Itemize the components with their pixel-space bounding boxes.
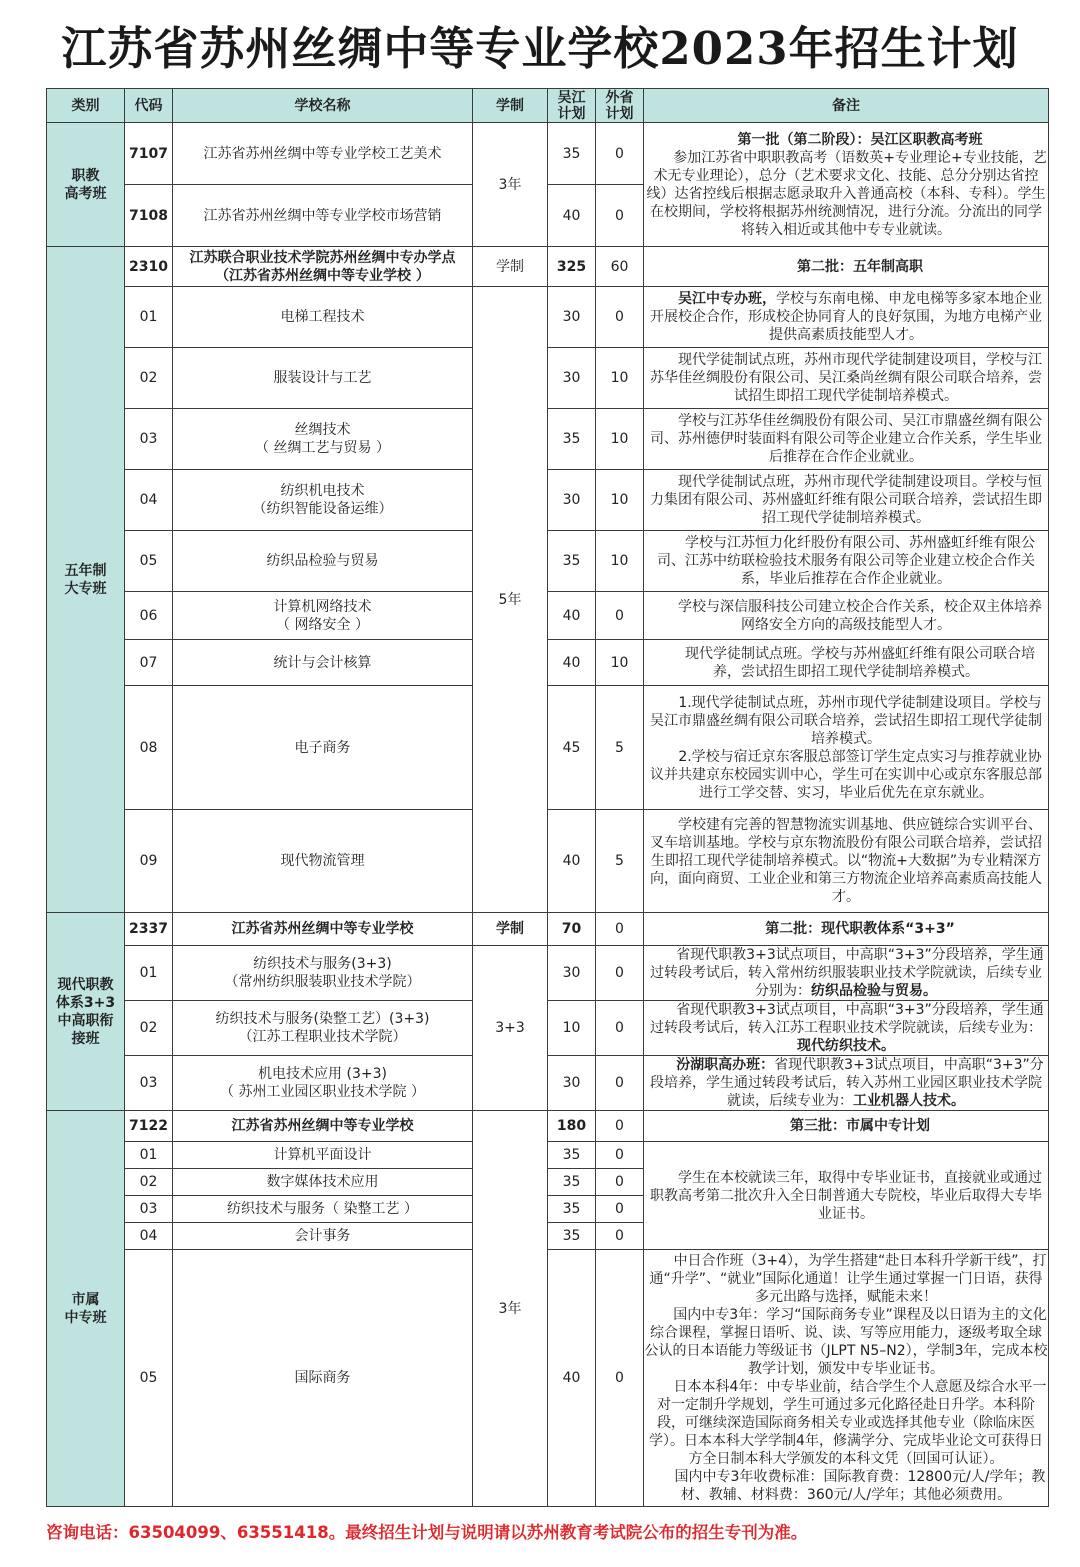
system-cell: 学制 [473,247,548,287]
code-cell: 03 [125,409,173,470]
remark-cell: 中日合作班（3+4），为学生搭建“赴日本科升学新干线”，打通“升学”、“就业”国际化通道！让学生通过掌握一门日语，获得多元出路与选择，赋能未来！ 国内中专3年：学习“国际商务专业”课程及以日语为主的文化综合课程，掌握日语听、说、读、写等应用能力，逐级考取全球公认的日本语能力等级证书（JLPT N5–N2），学制3年，完成本校教学计划，颁发中专毕业证书。 日本本科4年：中专毕业前，结合学生个人意愿及综合水平一对一定制升学规划，学生可通过多元化路径赴日升学。本科阶段，可继续深造国际商务相关专业或选择其他专业（除临床医学）。日本本科大学学制4年，修满学分、完成毕业论文可获得日方全日制本科大学颁发的本科文凭（回国可认证）。 国内中专3年收费标准：国际教育费：12800元/人/学年；教材、教辅、材料费：360元/人/学年；其他必须费用。 [644,1250,1049,1507]
header-code: 代码 [125,89,173,123]
code-cell: 04 [125,1223,173,1250]
header-wujiang: 吴江 计划 [548,89,596,123]
table-header-row [47,89,1049,123]
school-name-cell: 纺织技术与服务(3+3) （常州纺织服装职业技术学院） [173,946,473,1001]
remark-cell: 第二批：五年制高职 [644,247,1049,287]
school-name-cell: 现代物流管理 [173,810,473,913]
wujiang-plan-cell: 40 [548,810,596,913]
table-row [47,123,1049,185]
remark-cell: 学校与江苏华佳丝绸股份有限公司、吴江市鼎盛丝绸有限公司、苏州德伊时装面料有限公司等企业建立合作关系，学生毕业后推荐在合作企业就业。 [644,409,1049,470]
system-cell: 学制 [473,913,548,946]
category-cell: 五年制 大专班 [47,247,125,913]
remark-cell: 汾湖职高办班：省现代职教3+3试点项目，中高职“3+3”分段培养，学生通过转段考试后，转入苏州工业园区职业技术学院就读，后续专业为：工业机器人技术。 [644,1056,1049,1111]
code-cell: 2310 [125,247,173,287]
remark-cell: 第二批：现代职教体系“3+3” [644,913,1049,946]
remark-cell: 学校与深信服科技公司建立校企合作关系，校企双主体培养网络安全方向的高级技能型人才。 [644,592,1049,640]
system-cell: 3年 [473,1111,548,1507]
table-row [47,1142,1049,1169]
school-name-cell: 电子商务 [173,686,473,810]
school-name-cell: 江苏省苏州丝绸中等专业学校 [173,913,473,946]
page-title: 江苏省苏州丝绸中等专业学校2023年招生计划 [61,22,1019,75]
outside-plan-cell: 0 [596,913,644,946]
code-cell: 05 [125,531,173,592]
outside-plan-cell: 0 [596,1111,644,1142]
table-row [47,1056,1049,1111]
code-cell: 7122 [125,1111,173,1142]
outside-plan-cell: 10 [596,348,644,409]
remark-cell: 吴江中专办班，学校与东南电梯、申龙电梯等多家本地企业开展校企合作，形成校企协同育人的良好氛围，为地方电梯产业提供高素质技能型人才。 [644,287,1049,348]
code-cell: 01 [125,1142,173,1169]
wujiang-plan-cell: 30 [548,1056,596,1111]
wujiang-plan-cell: 40 [548,1250,596,1507]
outside-plan-cell: 0 [596,1056,644,1111]
wujiang-plan-cell: 35 [548,1196,596,1223]
category-cell: 现代职教 体系3+3 中高职衔 接班 [47,913,125,1111]
school-name-cell: 纺织技术与服务（ 染整工艺 ） [173,1196,473,1223]
table-row [47,592,1049,640]
code-cell: 03 [125,1056,173,1111]
header-system: 学制 [473,89,548,123]
wujiang-plan-cell: 30 [548,348,596,409]
remark-cell: 省现代职教3+3试点项目，中高职“3+3”分段培养，学生通过转段考试后，转入江苏工程职业技术学院就读，后续专业为：现代纺织技术。 [644,1001,1049,1056]
school-name-cell: 纺织技术与服务(染整工艺）(3+3) （江苏工程职业技术学院） [173,1001,473,1056]
table-row [47,1001,1049,1056]
remark-cell: 学校与江苏恒力化纤股份有限公司、苏州盛虹纤维有限公司、江苏中纺联检验技术服务有限公司等企业建立校企合作关系，毕业后推荐在合作企业就业。 [644,531,1049,592]
table-row [47,913,1049,946]
school-name-cell: 江苏省苏州丝绸中等专业学校 [173,1111,473,1142]
code-cell: 05 [125,1250,173,1507]
outside-plan-cell: 0 [596,946,644,1001]
outside-plan-cell: 10 [596,409,644,470]
wujiang-plan-cell: 325 [548,247,596,287]
table-row [47,1111,1049,1142]
header-category: 类别 [47,89,125,123]
wujiang-plan-cell: 30 [548,946,596,1001]
wujiang-plan-cell: 35 [548,531,596,592]
code-cell: 01 [125,946,173,1001]
remark-cell: 学生在本校就读三年，取得中专毕业证书，直接就业或通过职教高考第二批次升入全日制普通大专院校，毕业后取得大专毕业证书。 [644,1142,1049,1250]
code-cell: 02 [125,1001,173,1056]
category-cell: 市属 中专班 [47,1111,125,1507]
wujiang-plan-cell: 40 [548,640,596,686]
school-name-cell: 计算机平面设计 [173,1142,473,1169]
remark-cell: 1.现代学徒制试点班，苏州市现代学徒制建设项目。学校与吴江市鼎盛丝绸有限公司联合培养，尝试招生即招工现代学徒制培养模式。 2.学校与宿迁京东客服总部签订学生定点实习与推荐就业协议并共建京东校园实训中心，学生可在实训中心或京东客服总部进行工学交替、实习，毕业后优先在京东就业。 [644,686,1049,810]
wujiang-plan-cell: 35 [548,1223,596,1250]
table-row [47,247,1049,287]
code-cell: 07 [125,640,173,686]
table-row [47,686,1049,810]
code-cell: 01 [125,287,173,348]
outside-plan-cell: 10 [596,531,644,592]
outside-plan-cell: 10 [596,640,644,686]
school-name-cell: 电梯工程技术 [173,287,473,348]
outside-plan-cell: 0 [596,1169,644,1196]
outside-plan-cell: 5 [596,810,644,913]
wujiang-plan-cell: 30 [548,470,596,531]
table-row [47,810,1049,913]
outside-plan-cell: 0 [596,592,644,640]
category-cell: 职教 高考班 [47,123,125,247]
code-cell: 06 [125,592,173,640]
header-school: 学校名称 [173,89,473,123]
school-name-cell: 服装设计与工艺 [173,348,473,409]
remark-cell: 第一批（第二阶段）：吴江区职教高考班 参加江苏省中职职教高考（语数英+专业理论+专业技能，艺术无专业理论），总分（艺术要求文化、技能、总分分别达省控线）达省控线后根据志愿录取升入普通高校（本科、专科）。学生在校期间，学校将根据苏州统测情况，进行分流。分流出的同学将转入相近或其他中专专业就读。 [644,123,1049,247]
wujiang-plan-cell: 10 [548,1001,596,1056]
outside-plan-cell: 0 [596,1142,644,1169]
school-name-cell: 江苏省苏州丝绸中等专业学校市场营销 [173,185,473,247]
system-cell: 3+3 [473,946,548,1111]
code-cell: 2337 [125,913,173,946]
wujiang-plan-cell: 40 [548,185,596,247]
outside-plan-cell: 0 [596,185,644,247]
school-name-cell: 国际商务 [173,1250,473,1507]
code-cell: 02 [125,348,173,409]
school-name-cell: 江苏省苏州丝绸中等专业学校工艺美术 [173,123,473,185]
wujiang-plan-cell: 35 [548,1169,596,1196]
code-cell: 7107 [125,123,173,185]
table-row [47,946,1049,1001]
remark-cell: 现代学徒制试点班，苏州市现代学徒制建设项目。学校与恒力集团有限公司、苏州盛虹纤维有限公司联合培养，尝试招生即招工现代学徒制培养模式。 [644,470,1049,531]
system-cell: 5年 [473,287,548,913]
remark-cell: 现代学徒制试点班，苏州市现代学徒制建设项目，学校与江苏华佳丝绸股份有限公司、吴江桑尚丝绸有限公司联合培养，尝试招生即招工现代学徒制培养模式。 [644,348,1049,409]
outside-plan-cell: 0 [596,287,644,348]
wujiang-plan-cell: 35 [548,409,596,470]
header-remark: 备注 [644,89,1049,123]
school-name-cell: 江苏联合职业技术学院苏州丝绸中专办学点 （江苏省苏州丝绸中等专业学校 ） [173,247,473,287]
table-row [47,348,1049,409]
school-name-cell: 机电技术应用 (3+3) （ 苏州工业园区职业技术学院 ） [173,1056,473,1111]
wujiang-plan-cell: 180 [548,1111,596,1142]
code-cell: 04 [125,470,173,531]
outside-plan-cell: 0 [596,1196,644,1223]
table-row [47,531,1049,592]
school-name-cell: 纺织品检验与贸易 [173,531,473,592]
enrollment-plan-table [46,88,1049,1507]
school-name-cell: 计算机网络技术 （ 网络安全 ） [173,592,473,640]
system-cell: 3年 [473,123,548,247]
remark-cell: 第三批：市属中专计划 [644,1111,1049,1142]
outside-plan-cell: 5 [596,686,644,810]
school-name-cell: 统计与会计核算 [173,640,473,686]
wujiang-plan-cell: 70 [548,913,596,946]
school-name-cell: 数字媒体技术应用 [173,1169,473,1196]
header-outside: 外省 计划 [596,89,644,123]
code-cell: 02 [125,1169,173,1196]
outside-plan-cell: 60 [596,247,644,287]
school-name-cell: 会计事务 [173,1223,473,1250]
wujiang-plan-cell: 45 [548,686,596,810]
outside-plan-cell: 0 [596,123,644,185]
wujiang-plan-cell: 40 [548,592,596,640]
remark-cell: 省现代职教3+3试点项目，中高职“3+3”分段培养，学生通过转段考试后，转入常州纺织服装职业技术学院就读，后续专业分别为：纺织品检验与贸易。 [644,946,1049,1001]
outside-plan-cell: 0 [596,1223,644,1250]
table-row [47,640,1049,686]
code-cell: 08 [125,686,173,810]
table-row [47,409,1049,470]
wujiang-plan-cell: 35 [548,123,596,185]
school-name-cell: 丝绸技术 （ 丝绸工艺与贸易 ） [173,409,473,470]
school-name-cell: 纺织机电技术 （纺织智能设备运维） [173,470,473,531]
outside-plan-cell: 10 [596,470,644,531]
contact-footer: 咨询电话：63504099、63551418。最终招生计划与说明请以苏州教育考试院公布的招生专刊为准。 [46,1523,808,1542]
code-cell: 03 [125,1196,173,1223]
wujiang-plan-cell: 35 [548,1142,596,1169]
outside-plan-cell: 0 [596,1001,644,1056]
table-row [47,470,1049,531]
remark-cell: 学校建有完善的智慧物流实训基地、供应链综合实训平台、叉车培训基地。学校与京东物流股份有限公司联合培养，尝试招生即招工现代学徒制培养模式。以“物流+大数据”为专业精深方向，面向商贸、工业企业和第三方物流企业培养高素质高技能人才。 [644,810,1049,913]
table-row [47,1250,1049,1507]
code-cell: 7108 [125,185,173,247]
code-cell: 09 [125,810,173,913]
table-row [47,287,1049,348]
remark-cell: 现代学徒制试点班。学校与苏州盛虹纤维有限公司联合培养，尝试招生即招工现代学徒制培养模式。 [644,640,1049,686]
wujiang-plan-cell: 30 [548,287,596,348]
outside-plan-cell: 0 [596,1250,644,1507]
